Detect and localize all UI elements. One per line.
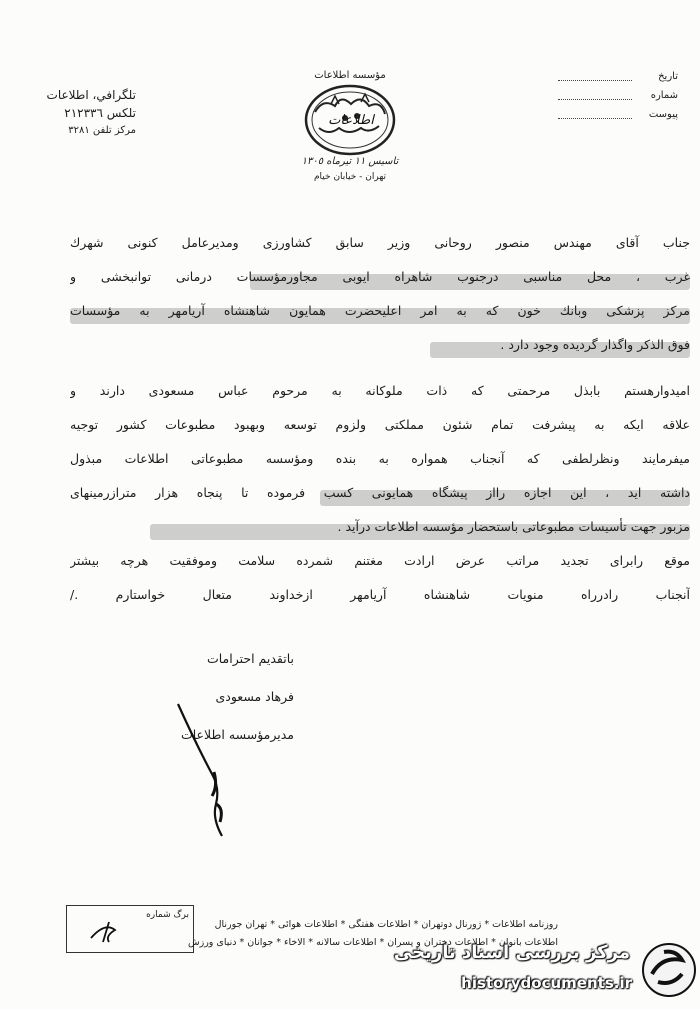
handwritten-mark-icon (87, 916, 127, 946)
letter-line: داشته ايد ، اين اجازه رااز پيشگاه همايونى كسب فرموده تا پنجاه هزار مترازرمينهاى (60, 476, 690, 510)
attachment-dotted-line (558, 118, 632, 119)
number-label: شماره (650, 90, 678, 101)
seal-founding-date: تاسيس ١١ تيرماه ١٣٠٥ (301, 156, 399, 167)
number-field (558, 89, 678, 108)
publications-line-2: اطلاعات بانوان * اطلاعات دختران و پسران * اطلاعات سالانه * الاخاء * جوانان * دنياى ورزش (188, 937, 558, 948)
letter-line: مركز پزشكى وبانك خون كه به امر اعليحضرت همايون شاهنشاه آريامهر به مؤسسات (60, 294, 690, 328)
letter-line: علاقه ايكه به پيشرفت تمام شئون مملكتى ولزوم توسعه وبهبود مطبوعات كشور توجيه (70, 417, 690, 432)
telex-number: تلكس ٢١٢٣٣٦ (64, 106, 136, 120)
sheet-number-label: برگ شماره (146, 910, 189, 920)
letter-line: فوق الذكر واگذار گرديده وجود دارد . (60, 328, 690, 362)
date-dotted-line (558, 80, 632, 81)
contact-info-block (36, 86, 136, 140)
attachment-field (558, 108, 678, 127)
letter-line: موقع رابراى تجديد مراتب عرض ارادت مغتنم شمرده سلامت وموفقيت هرچه بيشتر (70, 553, 690, 568)
publications-line-1: روزنامه اطلاعات * ژورنال دوتهران * اطلاعات هفتگى * اطلاعات هوائى * تهران جورنال (214, 919, 558, 930)
letter-line: آنجناب رادرراه منويات شاهنشاه آريامهر ازخداوند متعال خواستارم ./ (70, 587, 690, 602)
closing-regards: باتقديم احترامات (206, 651, 294, 666)
seal-institute-name: مؤسسه اطلاعات (314, 70, 386, 81)
signatory-title: مديرمؤسسه اطلاعات (180, 727, 294, 742)
telegraph-address: تلگرافي، اطلاعات (46, 88, 136, 102)
watermark-persian-text: مركز بررسى اسناد تاريخى (393, 942, 630, 963)
letter-line: جناب آقاى مهندس منصور روحانى وزير سابق كشاورزى ومديرعامل كنونى شهرك (70, 235, 690, 250)
attachment-label: پيوست (648, 109, 678, 120)
reference-fields (558, 70, 678, 127)
seal-address: تهران - خيابان خيام (313, 172, 387, 182)
signatory-name: فرهاد مسعودى (215, 689, 294, 704)
institute-seal (285, 68, 415, 193)
sheet-number-box (66, 905, 194, 953)
date-label: تاريخ (658, 71, 678, 82)
letter-body (60, 226, 690, 612)
phone-center: مركز تلفن ٣٢٨١ (68, 125, 136, 136)
archive-watermark (393, 940, 700, 1000)
signature-icon (172, 700, 242, 840)
svg-text:اطلاعات: اطلاعات (328, 113, 374, 128)
letter-line: اميدوارهستم بابذل مرحمتى كه ذات ملوكانه به مرحوم عباس مسعودى دارند و (70, 383, 690, 398)
letter-line: غرب ، محل مناسبى درجنوب شاهراه ايوبى مجاورمؤسسات درمانى توانبخشى و (60, 260, 690, 294)
date-field (558, 70, 678, 89)
number-dotted-line (558, 99, 632, 100)
watermark-url-text: historydocuments.ir (461, 974, 632, 992)
letter-line: ميفرمايند ونظرلطفى كه آنجناب همواره به بنده ومؤسسه مطبوعاتى اطلاعات مبذول (70, 451, 690, 466)
archive-logo-icon (638, 940, 700, 1000)
letter-line: مزبور جهت تأسيسات مطبوعاتى باستحضار مؤسسه اطلاعات درآيد . (60, 510, 690, 544)
